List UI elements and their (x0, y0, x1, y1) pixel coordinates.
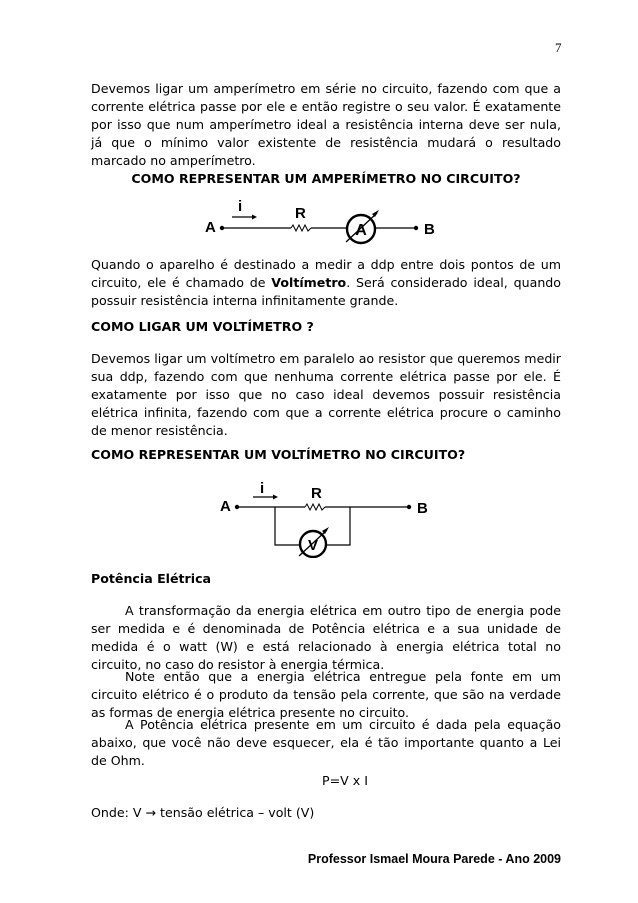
circuit2-resistor (305, 504, 325, 510)
paragraph-voltmeter-definition (91, 256, 561, 310)
heading-connect-voltmeter: COMO LIGAR UM VOLTÍMETRO ? (91, 319, 314, 334)
heading-ammeter-representation: COMO REPRESENTAR UM AMPERÍMETRO NO CIRCUITO? (131, 171, 521, 186)
circuit2-label-a: A (220, 498, 231, 515)
page-number: 7 (555, 40, 562, 55)
circuit1-label-i: i (238, 198, 243, 215)
circuit1-meter-letter: A (355, 222, 367, 239)
power-equation: P=V x I (322, 773, 368, 788)
circuit1-label-a: A (205, 219, 216, 236)
voltmeter-term: Voltímetro (271, 275, 347, 290)
heading-voltmeter-representation: COMO REPRESENTAR UM VOLTÍMETRO NO CIRCUITO? (91, 447, 466, 462)
circuit2-parallel-branch-right (327, 507, 350, 545)
circuit1-current-arrowhead (252, 215, 257, 220)
circuit2-label-b: B (417, 500, 428, 517)
circuit1-label-b: B (424, 221, 435, 238)
voltage-definition-line: Onde: V → tensão elétrica – volt (V) (91, 805, 315, 820)
paragraph-power-equation-intro: A Potência elétrica presente em um circuito é dada pela equação abaixo, que você não deve esquecer, ela é tão importante quanto a Lei de Ohm. (91, 717, 561, 768)
circuit2-label-r: R (311, 485, 322, 502)
voltmeter-intro-text: Quando o aparelho é destinado a medir a ddp entre dois pontos de um circuito, ele é chamado de (91, 257, 561, 290)
circuit1-node-b (414, 226, 418, 230)
page-footer: Professor Ismael Moura Parede - Ano 2009 (307, 852, 561, 866)
voltmeter-ideal-text: . Será considerado ideal, quando possuir resistência interna infinitamente grande. (91, 275, 561, 308)
voltmeter-circuit-diagram (215, 478, 445, 558)
paragraph-power-definition: A transformação da energia elétrica em outro tipo de energia pode ser medida e é denominada de Potência elétrica e a sua unidade de medida é o watt (W) e está relacionado à energia elétrica total no circuito, no caso do resistor à energia térmica. (91, 603, 561, 672)
circuit2-parallel-branch-left (275, 507, 299, 545)
circuit2-label-i: i (260, 480, 265, 497)
heading-electric-power: Potência Elétrica (91, 571, 212, 586)
paragraph-voltmeter-parallel: Devemos ligar um voltímetro em paralelo ao resistor que queremos medir sua ddp, fazendo com que nenhuma corrente elétrica passe por ele. É exatamente por isso que no caso ideal devemos possuir resistência elétrica infinita, fazendo com que a corrente elétrica procure o caminho de menor resistência. (91, 351, 561, 438)
circuit2-meter-letter: V (307, 537, 319, 554)
paragraph-ammeter-series: Devemos ligar um amperímetro em série no circuito, fazendo com que a corrente elétrica passe por ele e então registre o seu valor. É exatamente por isso que num amperímetro ideal a resistência interna deve ser nula, já que o mínimo valor existente de resistência mudará o resultado marcado no amperímetro. (91, 81, 561, 168)
circuit2-node-b (407, 505, 411, 509)
circuit1-resistor (291, 225, 311, 231)
ammeter-circuit-diagram (200, 196, 450, 252)
circuit1-label-r: R (295, 205, 306, 222)
circuit2-current-arrowhead (273, 495, 278, 500)
paragraph-power-product: Note então que a energia elétrica entregue pela fonte em um circuito elétrico é o produto da tensão pela corrente, que são na verdade as formas de energia elétrica presente no circuito. (91, 669, 561, 720)
